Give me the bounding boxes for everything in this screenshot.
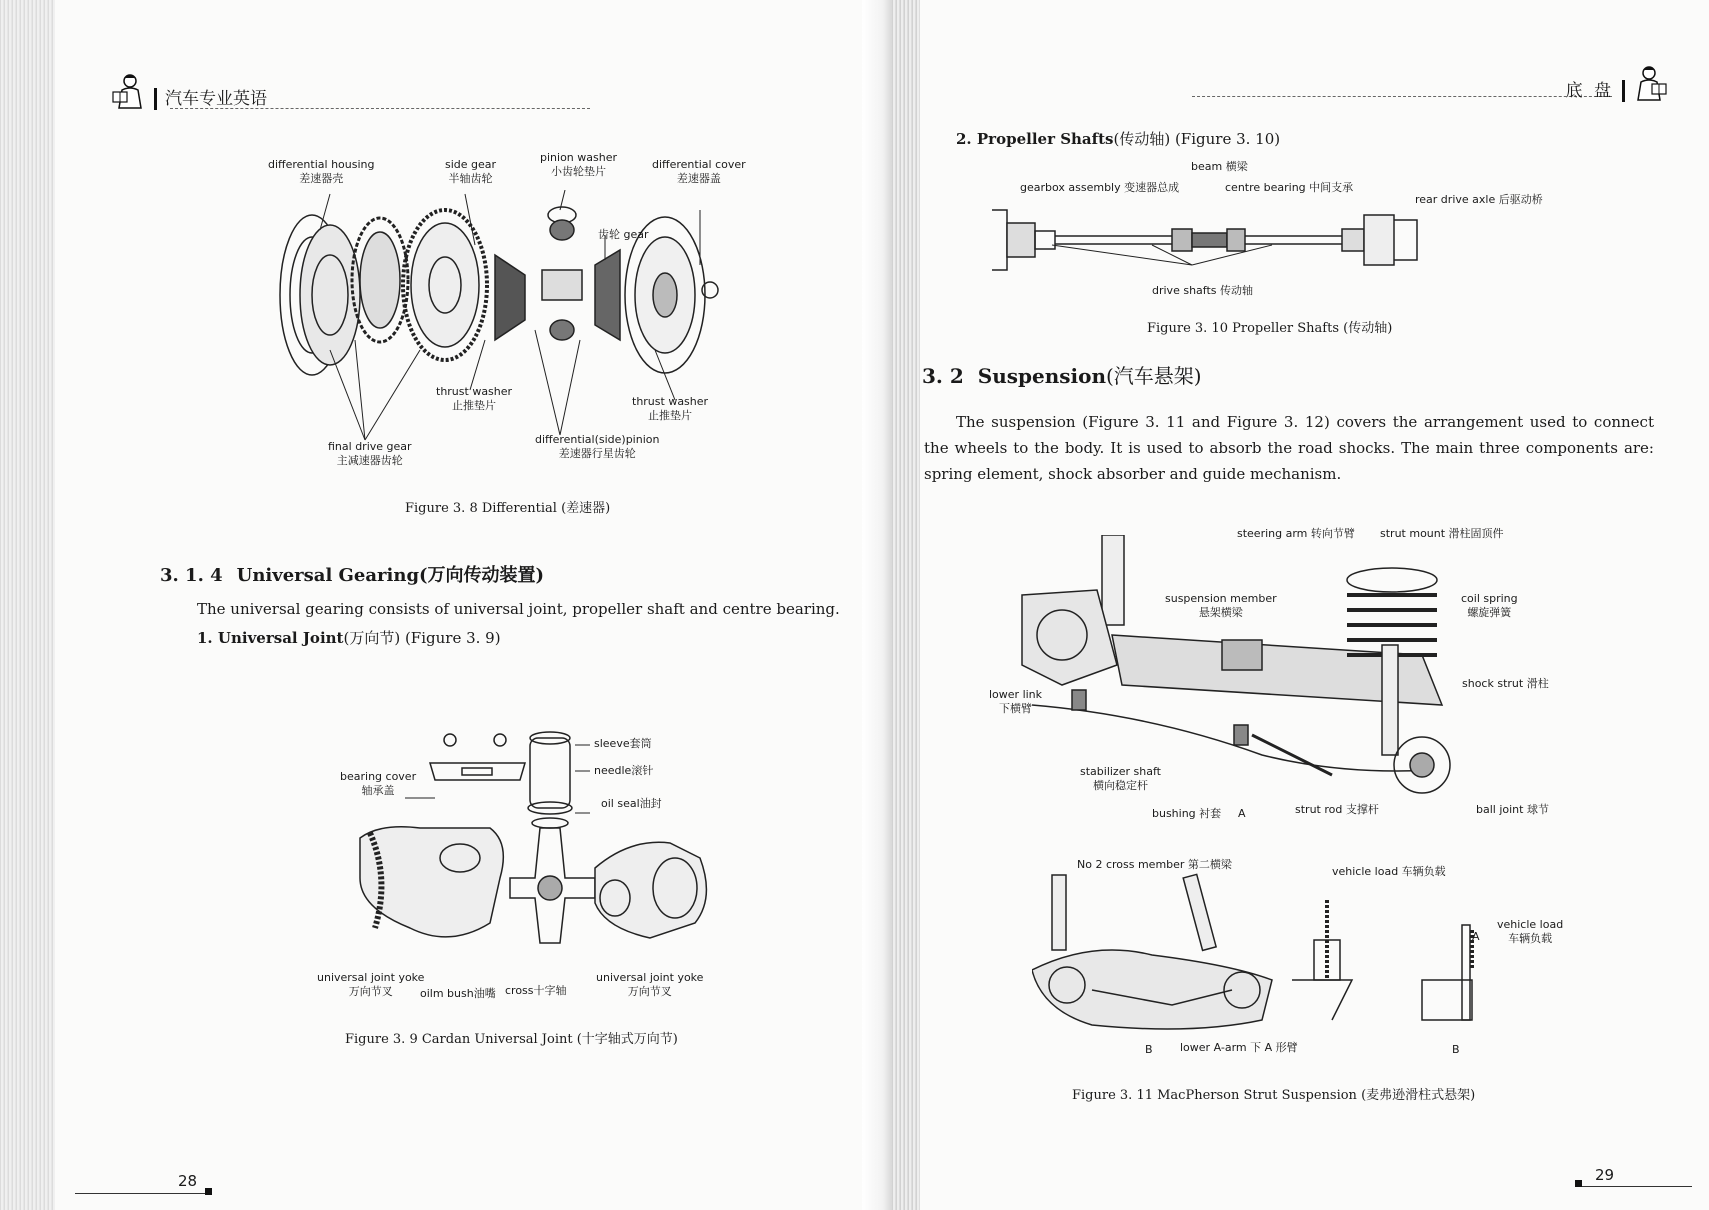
section-3-2-heading: 3. 2 Suspension(汽车悬架) [922,364,1202,388]
cardan-joint-illustration [350,728,730,978]
label-bearing-cover: bearing cover 轴承盖 [340,770,417,797]
universal-joint-subheading: 1. Universal Joint(万向节) (Figure 3. 9) [197,629,501,647]
right-footer-rule [1582,1186,1692,1187]
label-final-drive-gear: final drive gear 主减速器齿轮 [328,440,412,467]
label-universal-joint-yoke-right: universal joint yoke 万向节叉 [596,971,704,998]
label-marker-a-2: A [1472,930,1480,943]
differential-leader-lines [260,190,780,450]
label-gearbox-assembly: gearbox assembly 变速器总成 [1020,181,1180,194]
label-sleeve: sleeve套筒 [594,737,652,750]
left-header-rule [170,108,590,109]
label-side-gear: side gear 半轴齿轮 [445,158,497,185]
left-page-number: 28 [178,1172,198,1190]
left-footer-rule [75,1193,205,1194]
label-cross: cross十字轴 [505,984,567,997]
label-bushing: bushing 衬套 [1152,807,1222,820]
propeller-shafts-heading: 2. Propeller Shafts(传动轴) (Figure 3. 10) [956,130,1281,148]
left-scan-edge [0,0,55,1210]
propeller-shaft-illustration [992,205,1422,290]
label-marker-a: A [1238,807,1246,820]
macpherson-lower-illustration [1032,870,1502,1040]
label-thrust-washer-2: thrust washer 止推垫片 [632,395,709,422]
left-header [110,70,275,110]
label-beam: beam 横梁 [1191,160,1248,173]
mascot-reader-icon [1629,64,1669,102]
label-vehicle-load-2: vehicle load 车辆负载 [1497,918,1564,945]
label-oil-seal: oil seal油封 [601,797,662,810]
label-pinion-washer: pinion washer 小齿轮垫片 [540,151,617,178]
right-header-rule [1192,96,1612,97]
label-shock-strut: shock strut 滑柱 [1462,677,1549,690]
label-steering-arm: steering arm 转向节臂 [1237,527,1355,540]
label-universal-joint-yoke-left: universal joint yoke 万向节叉 [317,971,425,998]
label-differential-cover: differential cover 差速器盖 [652,158,746,185]
mascot-reader-icon [110,72,150,110]
book-title: 汽车专业英语 [154,88,275,110]
right-page-number-mark [1575,1180,1582,1187]
label-marker-b-2: B [1452,1043,1460,1056]
section-3-1-4-paragraph: The universal gearing consists of universal joint, propeller shaft and centre bearing. [197,600,840,618]
chapter-title: 底 盘 [1558,80,1625,102]
label-strut-mount: strut mount 滑柱固顶件 [1380,527,1504,540]
right-header [1558,62,1669,102]
label-needle: needle滚针 [594,764,654,777]
figure-3-10-caption: Figure 3. 10 Propeller Shafts (传动轴) [1147,321,1393,336]
label-rear-drive-axle: rear drive axle 后驱动桥 [1415,193,1543,206]
label-lower-link: lower link 下横臂 [989,688,1043,715]
label-lower-a-arm: lower A-arm 下 A 形臂 [1180,1041,1298,1054]
label-differential-housing: differential housing 差速器壳 [268,158,375,185]
label-marker-b-1: B [1145,1043,1153,1056]
label-differential-pinion: differential(side)pinion 差速器行星齿轮 [535,433,660,460]
right-page-number: 29 [1595,1166,1615,1184]
label-coil-spring: coil spring 螺旋弹簧 [1461,592,1518,619]
label-oil-bush: oilm bush油嘴 [420,987,496,1000]
label-gear: 齿轮 gear [598,228,649,241]
figure-3-8-caption: Figure 3. 8 Differential (差速器) [405,501,611,516]
label-vehicle-load-1: vehicle load 车辆负载 [1332,865,1446,878]
right-page [892,0,1709,1210]
right-scan-edge [892,0,920,1210]
figure-3-9-caption: Figure 3. 9 Cardan Universal Joint (十字轴式万向节) [345,1032,678,1047]
left-page-number-mark [205,1188,212,1195]
label-suspension-member: suspension member 悬架横梁 [1165,592,1277,619]
label-drive-shafts: drive shafts 传动轴 [1152,284,1253,297]
section-3-1-4-heading: 3. 1. 4 Universal Gearing(万向传动装置) [160,565,545,586]
label-no-2-cross-member: No 2 cross member 第二横梁 [1077,858,1232,871]
label-thrust-washer-1: thrust washer 止推垫片 [436,385,513,412]
label-centre-bearing: centre bearing 中间支承 [1225,181,1354,194]
section-3-2-paragraph: The suspension (Figure 3. 11 and Figure 3. 12) covers the arrangement used to connect the wheels to the body. It is used to absorb the road shocks. The main three components are: spring element, shock absorber and guide mechanism. [924,413,1654,483]
label-stabilizer-shaft: stabilizer shaft 横向稳定杆 [1080,765,1161,792]
label-ball-joint: ball joint 球节 [1476,803,1549,816]
label-strut-rod: strut rod 支撑杆 [1295,803,1379,816]
figure-3-11-caption: Figure 3. 11 MacPherson Strut Suspension (麦弗逊滑柱式悬架) [1072,1088,1476,1103]
